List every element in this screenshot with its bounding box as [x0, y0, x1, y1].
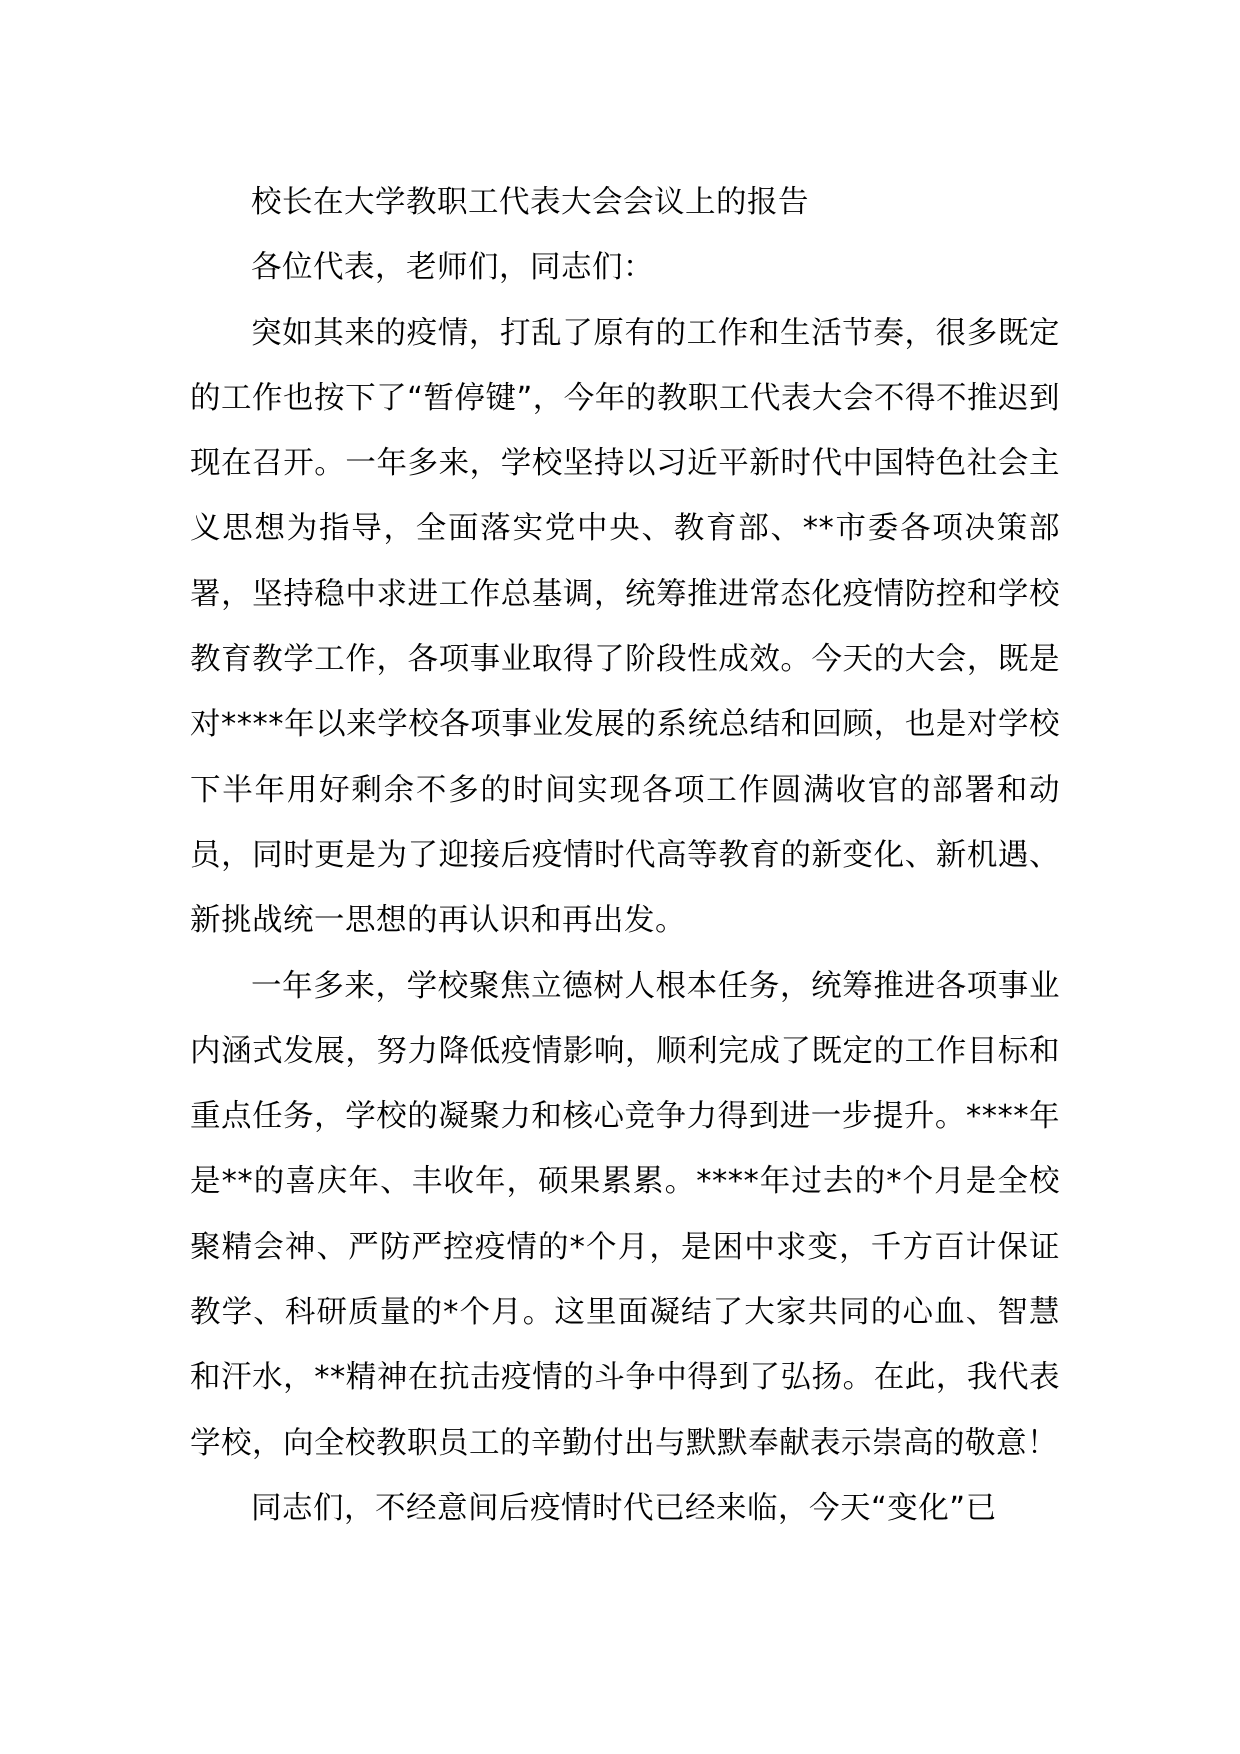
salutation: 各位代表，老师们，同志们： — [251, 250, 654, 286]
document-body — [190, 170, 1060, 1541]
paragraph-1: 突如其来的疫情，打乱了原有的工作和生活节奏，很多既定的工作也按下了“暂停键”，今年的教职工代表大会不得不推迟到现在召开。一年多来，学校坚持以习近平新时代中国特色社会主义思想为指导，全面落实党中央、教育部、**市委各项决策部署，坚持稳中求进工作总基调，统筹推进常态化疫情防控和学校教育教学工作，各项事业取得了阶段性成效。今天的大会，既是对****年以来学校各项事业发展的系统总结和回顾，也是对学校下半年用好剩余不多的时间实现各项工作圆满收官的部署和动员，同时更是为了迎接后疫情时代高等教育的新变化、新机遇、新挑战统一思想的再认识和再出发。 — [190, 315, 1060, 939]
document-title: 校长在大学教职工代表大会会议上的报告 — [251, 185, 809, 220]
paragraph-3: 同志们，不经意间后疫情时代已经来临，今天“变化”已 — [251, 1490, 997, 1526]
paragraph-2: 一年多来，学校聚焦立德树人根本任务，统筹推进各项事业内涵式发展，努力降低疫情影响，顺利完成了既定的工作目标和重点任务，学校的凝聚力和核心竞争力得到进一步提升。****年是**的喜庆年、丰收年，硕果累累。****年过去的*个月是全校聚精会神、严防严控疫情的*个月，是困中求变，千方百计保证教学、科研质量的*个月。这里面凝结了大家共同的心血、智慧和汗水，**精神在抗击疫情的斗争中得到了弘扬。在此，我代表学校，向全校教职员工的辛勤付出与默默奉献表示崇高的敬意！ — [190, 968, 1060, 1461]
